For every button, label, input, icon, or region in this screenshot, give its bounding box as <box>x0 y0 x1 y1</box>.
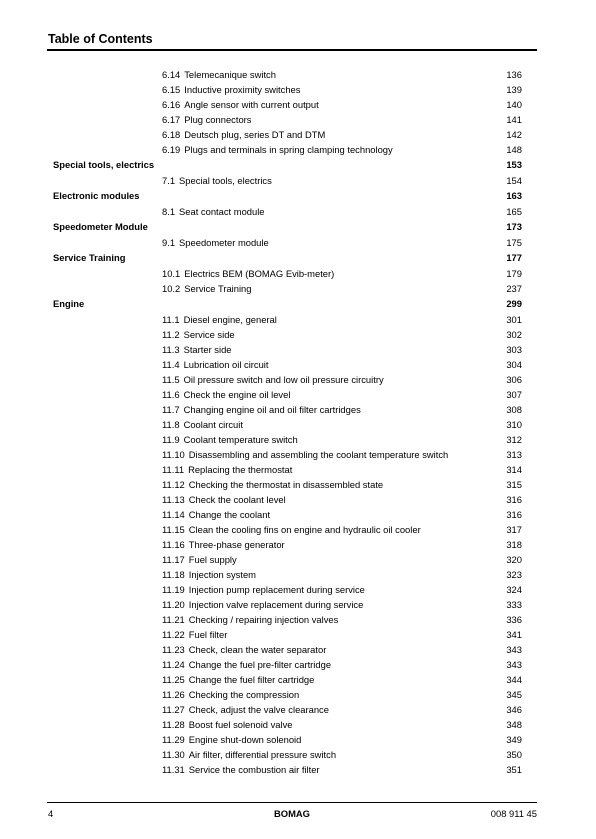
toc-section[interactable] <box>0 297 596 313</box>
toc-entry-label <box>162 749 336 760</box>
toc-entry-label <box>162 84 300 95</box>
toc-entry-page: 336 <box>506 614 522 625</box>
toc-entry-page: 349 <box>506 734 522 745</box>
toc-entry[interactable] <box>0 358 596 373</box>
toc-entry-title: Check the engine oil level <box>183 389 291 400</box>
toc-entry-number: 11.30 <box>162 749 185 760</box>
toc-entry-page: 343 <box>506 659 522 670</box>
toc-entry-number: 6.14 <box>162 69 181 80</box>
toc-entry[interactable] <box>0 553 596 568</box>
toc-entry-title: Change the fuel pre-filter cartridge <box>188 659 332 670</box>
toc-entry-label <box>162 449 448 460</box>
toc-entry-title: Inductive proximity switches <box>184 84 301 95</box>
toc-entry-title: Check, clean the water separator <box>188 644 327 655</box>
toc-entry-label <box>162 719 292 730</box>
footer-brand: BOMAG <box>274 808 310 819</box>
toc-entry-page: 141 <box>506 114 522 125</box>
toc-entry-page: 333 <box>506 599 522 610</box>
toc-entry-title: Speedometer module <box>179 237 269 248</box>
toc-entry-number: 6.17 <box>162 114 181 125</box>
toc-section[interactable] <box>0 189 596 205</box>
toc-entry-title: Lubrication oil circuit <box>183 359 269 370</box>
toc-entry-number: 10.1 <box>162 268 181 279</box>
toc-entry-number: 11.25 <box>162 674 185 685</box>
toc-entry-number: 11.24 <box>162 659 185 670</box>
toc-entry-number: 8.1 <box>162 206 176 217</box>
toc-entry-number: 11.27 <box>162 704 185 715</box>
toc-entry-label <box>162 629 227 640</box>
toc-entry-page: 324 <box>506 584 522 595</box>
toc-entry[interactable] <box>0 598 596 613</box>
toc-entry-page: 179 <box>506 268 522 279</box>
toc-entry-label <box>162 764 320 775</box>
toc-entry-page: 318 <box>506 539 522 550</box>
toc-entry-title: Seat contact module <box>179 206 265 217</box>
toc-entry-number: 11.5 <box>162 374 180 385</box>
toc-entry[interactable] <box>0 718 596 733</box>
toc-entry[interactable] <box>0 433 596 448</box>
toc-entry-title: Checking the thermostat in disassembled state <box>188 479 384 490</box>
toc-entry-number: 11.17 <box>162 554 185 565</box>
toc-entry-label <box>162 689 299 700</box>
toc-entry-page: 175 <box>506 237 522 248</box>
toc-entry-label <box>162 329 235 340</box>
toc-entry-title: Air filter, differential pressure switch <box>188 749 337 760</box>
toc-entry[interactable] <box>0 448 596 463</box>
toc-entry-label <box>162 524 421 535</box>
toc-entry-title: Coolant circuit <box>183 419 243 430</box>
toc-entry-label <box>162 69 276 80</box>
toc-entry-label <box>162 99 319 110</box>
toc-entry-label <box>162 144 393 155</box>
toc-entry-number: 11.1 <box>162 314 180 325</box>
toc-entry-page: 350 <box>506 749 522 760</box>
toc-entry-title: Disassembling and assembling the coolant temperature switch <box>188 449 449 460</box>
footer-page-number: 4 <box>48 808 54 819</box>
toc-entry-page: 165 <box>506 206 522 217</box>
toc-entry-page: 314 <box>506 464 522 475</box>
toc-entry-number: 7.1 <box>162 175 176 186</box>
toc-entry-title: Change the coolant <box>188 509 271 520</box>
toc-entry-page: 307 <box>506 389 522 400</box>
toc-entry-label <box>53 159 154 170</box>
toc-entry-label <box>162 359 269 370</box>
toc-entry-page: 323 <box>506 569 522 580</box>
toc-entry-label <box>162 644 326 655</box>
toc-entry-title: Clean the cooling fins on engine and hydraulic oil cooler <box>188 524 421 535</box>
table-of-contents <box>0 68 596 778</box>
toc-entry-page: 177 <box>506 252 522 263</box>
toc-entry-title: Angle sensor with current output <box>184 99 319 110</box>
toc-entry-title: Fuel supply <box>188 554 237 565</box>
toc-entry[interactable] <box>0 763 596 778</box>
toc-entry[interactable] <box>0 583 596 598</box>
toc-entry[interactable] <box>0 205 596 220</box>
toc-entry-title: Diesel engine, general <box>183 314 277 325</box>
toc-entry-title: Fuel filter <box>188 629 228 640</box>
toc-entry-title: Telemecanique switch <box>184 69 276 80</box>
toc-entry[interactable] <box>0 658 596 673</box>
toc-entry[interactable] <box>0 733 596 748</box>
toc-entry[interactable] <box>0 688 596 703</box>
toc-entry-page: 341 <box>506 629 522 640</box>
toc-entry[interactable] <box>0 493 596 508</box>
toc-entry[interactable] <box>0 143 596 158</box>
toc-entry-title: Speedometer Module <box>53 221 148 232</box>
toc-entry-label <box>53 252 125 263</box>
toc-entry[interactable] <box>0 313 596 328</box>
toc-entry-number: 11.12 <box>162 479 185 490</box>
toc-entry[interactable] <box>0 83 596 98</box>
toc-entry[interactable] <box>0 418 596 433</box>
toc-entry-label <box>162 704 329 715</box>
toc-entry-label <box>162 569 256 580</box>
toc-entry-number: 11.31 <box>162 764 185 775</box>
toc-entry-number: 6.16 <box>162 99 181 110</box>
toc-entry-title: Checking / repairing injection valves <box>188 614 339 625</box>
toc-entry-page: 140 <box>506 99 522 110</box>
header-divider <box>47 49 537 51</box>
toc-entry[interactable] <box>0 343 596 358</box>
toc-entry-page: 136 <box>506 69 522 80</box>
toc-entry[interactable] <box>0 328 596 343</box>
toc-entry-page: 142 <box>506 129 522 140</box>
toc-entry-number: 11.10 <box>162 449 185 460</box>
toc-entry-page: 348 <box>506 719 522 730</box>
toc-entry-title: Change the fuel filter cartridge <box>188 674 315 685</box>
toc-entry[interactable] <box>0 643 596 658</box>
toc-entry-title: Checking the compression <box>188 689 300 700</box>
toc-entry-page: 317 <box>506 524 522 535</box>
toc-entry-title: Service Training <box>184 283 252 294</box>
toc-entry-number: 6.18 <box>162 129 181 140</box>
toc-entry[interactable] <box>0 113 596 128</box>
toc-entry-title: Engine <box>53 298 85 309</box>
toc-entry-number: 11.23 <box>162 644 185 655</box>
toc-entry-number: 6.19 <box>162 144 181 155</box>
toc-entry-title: Replacing the thermostat <box>188 464 293 475</box>
toc-entry[interactable] <box>0 403 596 418</box>
toc-entry-label <box>162 374 384 385</box>
toc-entry-label <box>162 659 331 670</box>
toc-entry-number: 11.7 <box>162 404 180 415</box>
page-title: Table of Contents <box>48 32 153 46</box>
toc-entry-number: 11.16 <box>162 539 185 550</box>
toc-entry-page: 351 <box>506 764 522 775</box>
toc-entry-number: 11.26 <box>162 689 185 700</box>
toc-entry-title: Oil pressure switch and low oil pressure circuitry <box>183 374 384 385</box>
toc-section[interactable] <box>0 158 596 174</box>
toc-entry[interactable] <box>0 463 596 478</box>
toc-entry-page: 345 <box>506 689 522 700</box>
toc-entry-label <box>162 614 338 625</box>
toc-entry-number: 11.28 <box>162 719 185 730</box>
toc-entry-number: 11.29 <box>162 734 185 745</box>
toc-entry-page: 315 <box>506 479 522 490</box>
toc-entry[interactable] <box>0 236 596 251</box>
toc-entry-title: Engine shut-down solenoid <box>188 734 302 745</box>
toc-entry-page: 313 <box>506 449 522 460</box>
toc-entry-label <box>162 674 314 685</box>
toc-entry-title: Check, adjust the valve clearance <box>188 704 329 715</box>
toc-entry-page: 304 <box>506 359 522 370</box>
toc-entry-label <box>162 539 285 550</box>
toc-entry-label <box>162 434 298 445</box>
toc-entry-label <box>162 464 292 475</box>
toc-entry-title: Special tools, electrics <box>53 159 155 170</box>
toc-entry-page: 148 <box>506 144 522 155</box>
toc-section[interactable] <box>0 220 596 236</box>
toc-entry-label <box>162 734 301 745</box>
toc-entry-label <box>53 221 148 232</box>
toc-entry-label <box>162 283 251 294</box>
toc-entry-number: 11.18 <box>162 569 185 580</box>
toc-entry-label <box>162 129 325 140</box>
toc-entry-page: 139 <box>506 84 522 95</box>
toc-entry-number: 11.9 <box>162 434 180 445</box>
toc-entry[interactable] <box>0 174 596 189</box>
toc-section[interactable] <box>0 251 596 267</box>
toc-entry-page: 343 <box>506 644 522 655</box>
toc-entry-title: Deutsch plug, series DT and DTM <box>184 129 326 140</box>
toc-entry-label <box>162 584 365 595</box>
toc-entry-label <box>162 419 243 430</box>
toc-entry-number: 11.2 <box>162 329 180 340</box>
toc-entry-label <box>162 389 290 400</box>
toc-entry[interactable] <box>0 508 596 523</box>
toc-entry[interactable] <box>0 703 596 718</box>
toc-entry-number: 11.6 <box>162 389 180 400</box>
toc-entry-title: Electronic modules <box>53 190 140 201</box>
toc-entry-page: 153 <box>506 159 522 170</box>
toc-entry-title: Injection valve replacement during service <box>188 599 364 610</box>
toc-entry-page: 320 <box>506 554 522 565</box>
toc-entry-title: Special tools, electrics <box>179 175 272 186</box>
toc-entry[interactable] <box>0 267 596 282</box>
toc-entry[interactable] <box>0 613 596 628</box>
toc-entry[interactable] <box>0 748 596 763</box>
toc-entry-page: 310 <box>506 419 522 430</box>
toc-entry-number: 9.1 <box>162 237 176 248</box>
toc-entry-title: Service the combustion air filter <box>188 764 320 775</box>
toc-entry-page: 346 <box>506 704 522 715</box>
toc-entry-label <box>162 479 383 490</box>
toc-entry[interactable] <box>0 98 596 113</box>
toc-entry-page: 154 <box>506 175 522 186</box>
toc-entry-label <box>162 344 232 355</box>
toc-entry-page: 308 <box>506 404 522 415</box>
toc-entry-label <box>162 175 272 186</box>
toc-entry-label <box>53 190 139 201</box>
toc-entry-number: 10.2 <box>162 283 181 294</box>
toc-entry-title: Starter side <box>183 344 232 355</box>
toc-entry-page: 344 <box>506 674 522 685</box>
toc-entry[interactable] <box>0 568 596 583</box>
toc-entry-page: 316 <box>506 509 522 520</box>
toc-entry[interactable] <box>0 673 596 688</box>
toc-entry-page: 237 <box>506 283 522 294</box>
toc-entry-label <box>162 554 237 565</box>
toc-entry-label <box>53 298 84 309</box>
toc-entry-page: 163 <box>506 190 522 201</box>
toc-entry[interactable] <box>0 128 596 143</box>
toc-entry-label <box>162 494 286 505</box>
toc-entry[interactable] <box>0 523 596 538</box>
toc-entry-title: Check the coolant level <box>188 494 286 505</box>
toc-entry-label <box>162 114 251 125</box>
toc-entry-title: Coolant temperature switch <box>183 434 298 445</box>
toc-entry[interactable] <box>0 538 596 553</box>
toc-entry-number: 11.11 <box>162 464 185 475</box>
toc-entry-page: 302 <box>506 329 522 340</box>
toc-entry-title: Electrics BEM (BOMAG Evib-meter) <box>184 268 335 279</box>
toc-entry-page: 303 <box>506 344 522 355</box>
toc-entry-title: Three-phase generator <box>188 539 285 550</box>
toc-entry-number: 11.19 <box>162 584 185 595</box>
toc-entry-title: Injection system <box>188 569 256 580</box>
toc-entry-title: Service side <box>183 329 235 340</box>
toc-entry-title: Injection pump replacement during service <box>188 584 365 595</box>
toc-entry-label <box>162 404 361 415</box>
toc-entry-page: 299 <box>506 298 522 309</box>
toc-entry-title: Changing engine oil and oil filter cartridges <box>183 404 361 415</box>
toc-entry-page: 301 <box>506 314 522 325</box>
toc-entry-page: 312 <box>506 434 522 445</box>
toc-entry[interactable] <box>0 373 596 388</box>
toc-entry-number: 6.15 <box>162 84 181 95</box>
toc-entry[interactable] <box>0 282 596 297</box>
toc-entry-title: Plugs and terminals in spring clamping technology <box>184 144 393 155</box>
toc-entry-number: 11.15 <box>162 524 185 535</box>
toc-entry-label <box>162 237 269 248</box>
toc-entry-number: 11.14 <box>162 509 185 520</box>
toc-entry-number: 11.20 <box>162 599 185 610</box>
toc-entry[interactable] <box>0 478 596 493</box>
toc-entry-label <box>162 509 270 520</box>
footer-divider <box>47 802 537 803</box>
toc-entry-number: 11.13 <box>162 494 185 505</box>
toc-entry-label <box>162 268 334 279</box>
toc-entry-number: 11.3 <box>162 344 180 355</box>
toc-entry[interactable] <box>0 388 596 403</box>
toc-entry-number: 11.4 <box>162 359 180 370</box>
toc-entry[interactable] <box>0 68 596 83</box>
toc-entry-page: 173 <box>506 221 522 232</box>
toc-entry-title: Plug connectors <box>184 114 252 125</box>
toc-entry-title: Service Training <box>53 252 126 263</box>
toc-entry[interactable] <box>0 628 596 643</box>
toc-entry-number: 11.8 <box>162 419 180 430</box>
toc-entry-number: 11.22 <box>162 629 185 640</box>
toc-entry-label <box>162 599 363 610</box>
toc-entry-number: 11.21 <box>162 614 185 625</box>
footer-document-number: 008 911 45 <box>490 808 537 819</box>
toc-entry-page: 316 <box>506 494 522 505</box>
toc-entry-label <box>162 206 265 217</box>
toc-entry-page: 306 <box>506 374 522 385</box>
toc-entry-label <box>162 314 277 325</box>
toc-entry-title: Boost fuel solenoid valve <box>188 719 293 730</box>
